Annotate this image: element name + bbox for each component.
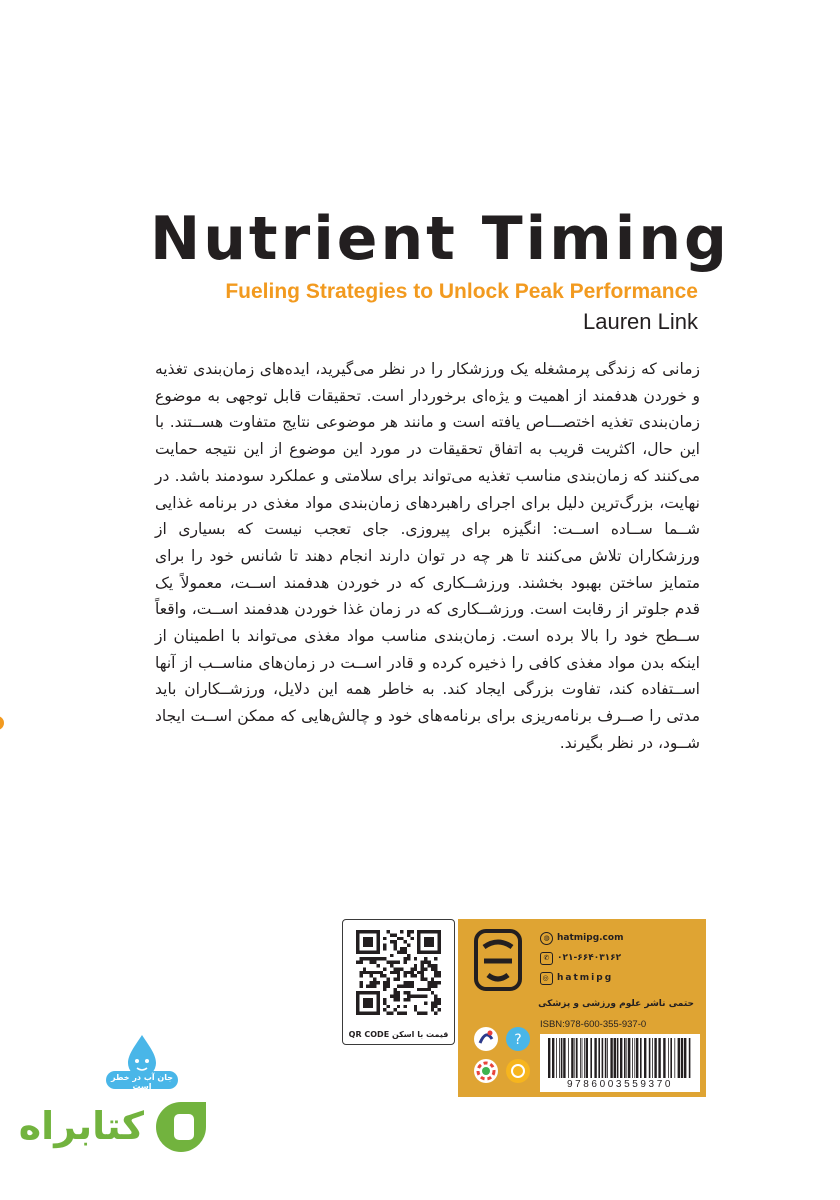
isbn-text: ISBN:978-600-355-937-0 xyxy=(540,1019,647,1030)
publisher-logo xyxy=(474,929,522,991)
barcode-bars xyxy=(546,1038,694,1078)
qr-caption: قیمت با اسکن QR CODE xyxy=(348,1030,449,1039)
book-title: Nutrient Timing xyxy=(150,204,730,274)
barcode-digits: 9786003559370 xyxy=(566,1079,674,1090)
publisher-name: حتمی ناشر علوم ورزشی و پزشکی xyxy=(538,999,694,1009)
publisher-website-row[interactable] xyxy=(540,931,640,945)
qr-code-box[interactable] xyxy=(342,919,455,1045)
ketabrah-wordmark: کتابراه xyxy=(18,1104,144,1148)
publisher-website: hatmipg.com xyxy=(557,933,624,943)
book-author: Lauren Link xyxy=(583,309,698,334)
instagram-icon: ◎ xyxy=(540,972,553,985)
edge-marker xyxy=(0,716,4,730)
globe-icon: ◍ xyxy=(540,932,553,945)
phone-icon: ✆ xyxy=(540,952,553,965)
water-badge-text: جان آب در خطر است xyxy=(111,1073,173,1091)
ketabrah-logo-icon xyxy=(150,1096,212,1158)
book-subtitle: Fueling Strategies to Unlock Peak Performance xyxy=(225,280,698,303)
publisher-phone-row[interactable] xyxy=(540,951,640,965)
publisher-panel xyxy=(458,919,706,1097)
publisher-phone: ۰۲۱-۶۶۴۰۳۱۶۲ xyxy=(557,953,622,963)
publisher-instagram: hatmipg xyxy=(557,973,614,983)
publisher-instagram-row[interactable] xyxy=(540,971,640,985)
svg-text:?: ? xyxy=(514,1032,522,1048)
certification-badges xyxy=(470,1023,534,1087)
back-cover-blurb: زمانی که زندگی پرمشغله یک ورزشکار را در نظر می‌گیرید، ایده‌های زمان‌بندی تغذیه و خوردن هدفمند از اهمیت و یژه‌ای برخوردار است. تحقیقات قابل توجهی به موضوع زمان‌بندی تغذیه اختصـــاص یافته است و مانند هر موضوعی نتایج متفاوت هســتند. با این حال، اکثریت قریب به اتفاق تحقیقات در مورد این موضوع از این نتیجه حمایت می‌کنند که زمان‌بندی مناسب تغذیه می‌تواند برای سلامتی و عملکرد سودمند باشد. در نهایت، بزرگ‌ترین دلیل برای اجرای راهبردهای زمان‌بندی مواد مغذی در برنامه غذایی شــما ســاده اســت: انگیزه برای پیروزی. جای تعجب نیست که بسیاری از ورزشکاران تلاش می‌کنند تا هر چه در توان دارند انجام دهند تا شانس خود را برای متمایز ساختن بهبود بخشند. ورزشــکاری که در خوردن هدفمند اســت، معمولاً یک قدم جلوتر از رقابت است. ورزشــکاری که در زمان غذا خوردن هدفمند اســت، واقعاً ســطح خود را بالا برده است. زمان‌بندی مناسب مواد مغذی می‌تواند با اطمینان از اینکه بدن مواد مغذی کافی را ذخیره کرده و قادر اســت در زمان‌های مناســب از آنها اســتفاده کند، تفاوت بزرگی ایجاد کند. به خاطر همه این دلایل، ورزشــکاران باید مدتی را صــرف برنامه‌ریزی برای برنامه‌های خود و چالش‌هایی که ممکن اســت ایجاد شــود، در نظر بگیرند. xyxy=(155,360,700,752)
qr-code-image xyxy=(356,930,441,1015)
isbn-barcode xyxy=(540,1034,700,1092)
